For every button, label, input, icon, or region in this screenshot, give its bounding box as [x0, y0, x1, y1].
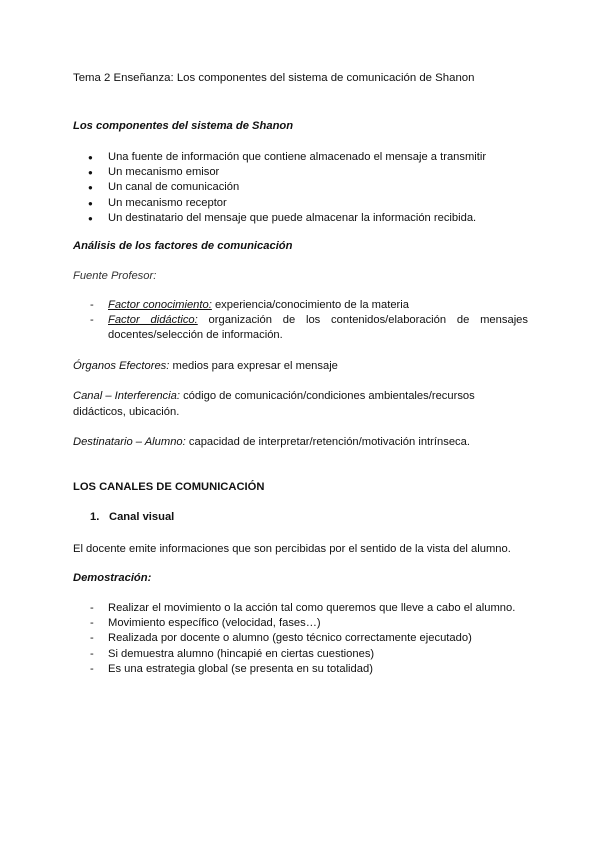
item-label: Canal visual — [109, 511, 175, 523]
destinatario-term: Destinatario – Alumno: — [73, 436, 186, 448]
list-item: ● Un mecanismo receptor — [88, 196, 486, 211]
destinatario-text: capacidad de interpretar/retención/motivación intrínseca. — [185, 436, 470, 448]
list-item — [88, 313, 528, 343]
demo-list — [88, 601, 528, 677]
demo-heading: Demostración: — [73, 572, 152, 584]
list-item: ● Un destinatario del mensaje que puede almacenar la información recibida. — [88, 211, 486, 226]
list-item: - Si demuestra alumno (hincapié en ciertas cuestiones) — [88, 647, 528, 662]
factor-term: Factor didáctico: — [108, 314, 198, 327]
organos-paragraph — [73, 358, 528, 374]
organos-text: medios para expresar el mensaje — [169, 360, 338, 372]
canal-term: Canal – Interferencia: — [73, 390, 180, 402]
list-item: - Es una estrategia global (se presenta en su totalidad) — [88, 662, 528, 677]
section-heading-channels: LOS CANALES DE COMUNICACIÓN — [73, 481, 265, 493]
factor-term: Factor conocimiento: — [108, 299, 212, 311]
components-list — [88, 150, 486, 226]
visual-paragraph: El docente emite informaciones que son percibidas por el sentido de la vista del alumno. — [73, 543, 511, 555]
section-heading-components: Los componentes del sistema de Shanon — [73, 120, 294, 132]
item-number: 1. — [90, 511, 100, 523]
fuente-label: Fuente Profesor: — [73, 270, 157, 282]
list-item: ● Un canal de comunicación — [88, 180, 486, 195]
list-item: - Realizar el movimiento o la acción tal como queremos que lleve a cabo el alumno. — [88, 601, 528, 616]
list-item: - Movimiento específico (velocidad, fases…) — [88, 616, 528, 631]
canal-text: código de comunicación/condiciones ambientales/recursos didácticos, ubicación. — [73, 390, 475, 418]
document-title: Tema 2 Enseñanza: Los componentes del sistema de comunicación de Shanon — [73, 72, 475, 84]
section-heading-factors: Análisis de los factores de comunicación — [73, 240, 293, 252]
numbered-heading-visual — [90, 511, 174, 523]
list-item: ● Un mecanismo emisor — [88, 165, 486, 180]
factors-list — [88, 298, 528, 344]
organos-term: Órganos Efectores: — [73, 360, 170, 372]
factor-text: organización de los contenidos/elaboración de mensajes docentes/selección de información. — [108, 314, 528, 342]
canal-paragraph — [73, 388, 528, 420]
list-item — [88, 298, 528, 313]
list-item: - Realizada por docente o alumno (gesto técnico correctamente ejecutado) — [88, 631, 528, 646]
list-item: ● Una fuente de información que contiene almacenado el mensaje a transmitir — [88, 150, 486, 165]
destinatario-paragraph — [73, 434, 528, 450]
factor-text: experiencia/conocimiento de la materia — [211, 299, 409, 311]
